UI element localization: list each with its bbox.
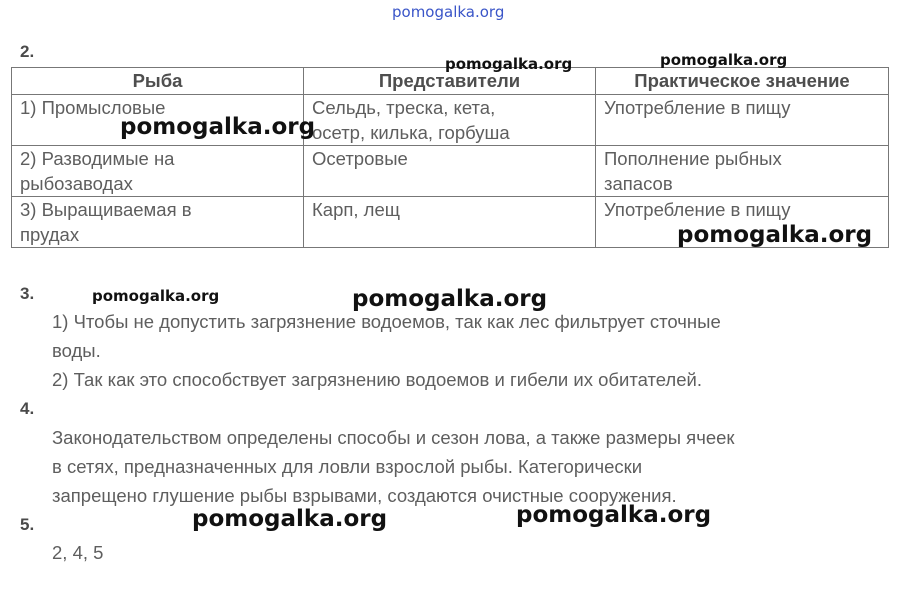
- task-4-answer: [52, 423, 735, 510]
- watermark: pomogalka.org: [352, 286, 548, 312]
- cell-practical-value: Пополнение рыбных запасов: [596, 146, 889, 197]
- cell-representatives: Осетровые: [304, 146, 596, 197]
- task-2-number: 2.: [20, 42, 35, 61]
- answer-line: 2) Так как это способствует загрязнению водоемов и гибели их обитателей.: [52, 369, 702, 390]
- task-5-number: 5.: [20, 515, 35, 534]
- header-practical-value: Практическое значение: [596, 68, 889, 95]
- header-representatives: Представители: [304, 68, 596, 95]
- cell-fish: 1) Промысловые: [12, 95, 304, 146]
- cell-representatives: Сельдь, треска, кета, осетр, килька, горбуша: [304, 95, 596, 146]
- watermark: pomogalka.org: [660, 51, 788, 69]
- answer-line: Законодательством определены способы и сезон лова, а также размеры ячеек: [52, 427, 735, 448]
- site-header-link[interactable]: pomogalka.org: [392, 3, 505, 21]
- cell-fish: 2) Разводимые на рыбозаводах: [12, 146, 304, 197]
- watermark: pomogalka.org: [120, 114, 316, 140]
- watermark: pomogalka.org: [92, 287, 220, 305]
- task-4-number: 4.: [20, 399, 35, 418]
- watermark: pomogalka.org: [677, 222, 873, 248]
- watermark: pomogalka.org: [445, 55, 573, 73]
- header-fish: Рыба: [12, 68, 304, 95]
- cell-fish: 3) Выращиваемая в прудах: [12, 197, 304, 248]
- cell-practical-value: Употребление в пищу: [596, 95, 889, 146]
- answer-line: 1) Чтобы не допустить загрязнение водоемов, так как лес фильтрует сточные: [52, 311, 721, 332]
- answer-line: воды.: [52, 340, 101, 361]
- cell-representatives: Карп, лещ: [304, 197, 596, 248]
- table-row: [12, 146, 889, 197]
- cell-practical-value: Употребление в пищу: [596, 197, 889, 248]
- task-5-answer: 2, 4, 5: [52, 542, 104, 563]
- task-3-number: 3.: [20, 284, 35, 303]
- task-3-answer: [52, 307, 721, 394]
- watermark: pomogalka.org: [516, 502, 712, 528]
- answer-line: запрещено глушение рыбы взрывами, создаются очистные сооружения.: [52, 485, 677, 506]
- watermark: pomogalka.org: [192, 506, 388, 532]
- answer-line: в сетях, предназначенных для ловли взрослой рыбы. Категорически: [52, 456, 643, 477]
- fish-table: [11, 67, 889, 248]
